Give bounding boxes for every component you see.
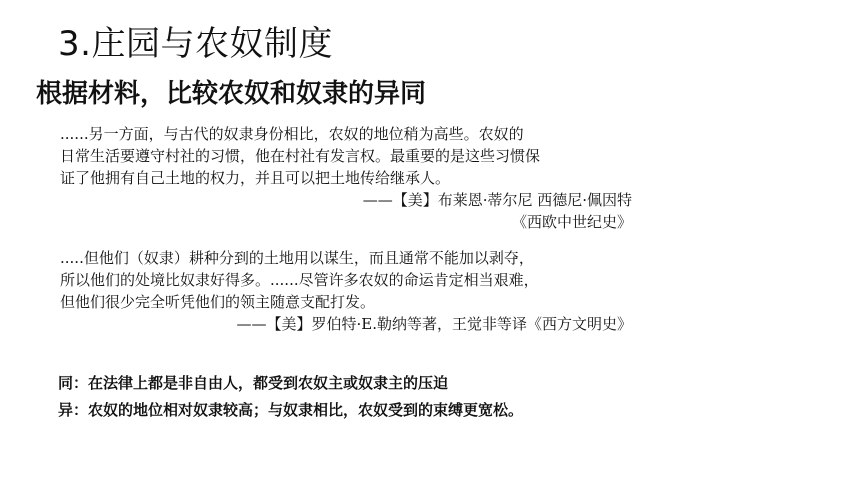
passage-2-line-1: .....但他们（奴隶）耕种分到的土地用以谋生，而且通常不能加以剥夺，: [60, 249, 534, 267]
passage-1-source-author: ——【美】布莱恩·蒂尔尼 西德尼·佩因特: [362, 191, 632, 209]
passage-2-source: ——【美】罗伯特·E.勒纳等著，王觉非等译《西方文明史》: [236, 315, 632, 333]
slide-title: 3.庄园与农奴制度: [58, 24, 333, 64]
passage-2-line-2: 所以他们的处境比奴隶好得多。......尽管许多农奴的命运肯定相当艰难，: [60, 271, 539, 289]
similarity-conclusion: 同：在法律上都是非自由人，都受到农奴主或奴隶主的压迫: [58, 374, 449, 392]
conclusions: [58, 370, 523, 424]
source-passage-1: [60, 123, 660, 233]
passage-1-line-1: ......另一方面，与古代的奴隶身份相比，农奴的地位稍为高些。农奴的: [60, 125, 524, 143]
source-passage-2: [60, 247, 660, 335]
passage-1-line-2: 日常生活要遵守村社的习惯，他在村社有发言权。最重要的是这些习惯保: [60, 147, 541, 165]
slide-subtitle: 根据材料，比较农奴和奴隶的异同: [36, 79, 427, 109]
passage-2-line-3: 但他们很少完全听凭他们的领主随意支配打发。: [60, 293, 376, 311]
passage-1-line-3: 证了他拥有自己土地的权力，并且可以把土地传给继承人。: [60, 169, 451, 187]
difference-conclusion: 异：农奴的地位相对奴隶较高；与奴隶相比，农奴受到的束缚更宽松。: [58, 401, 524, 419]
passage-1-source-book: 《西欧中世纪史》: [511, 213, 632, 231]
